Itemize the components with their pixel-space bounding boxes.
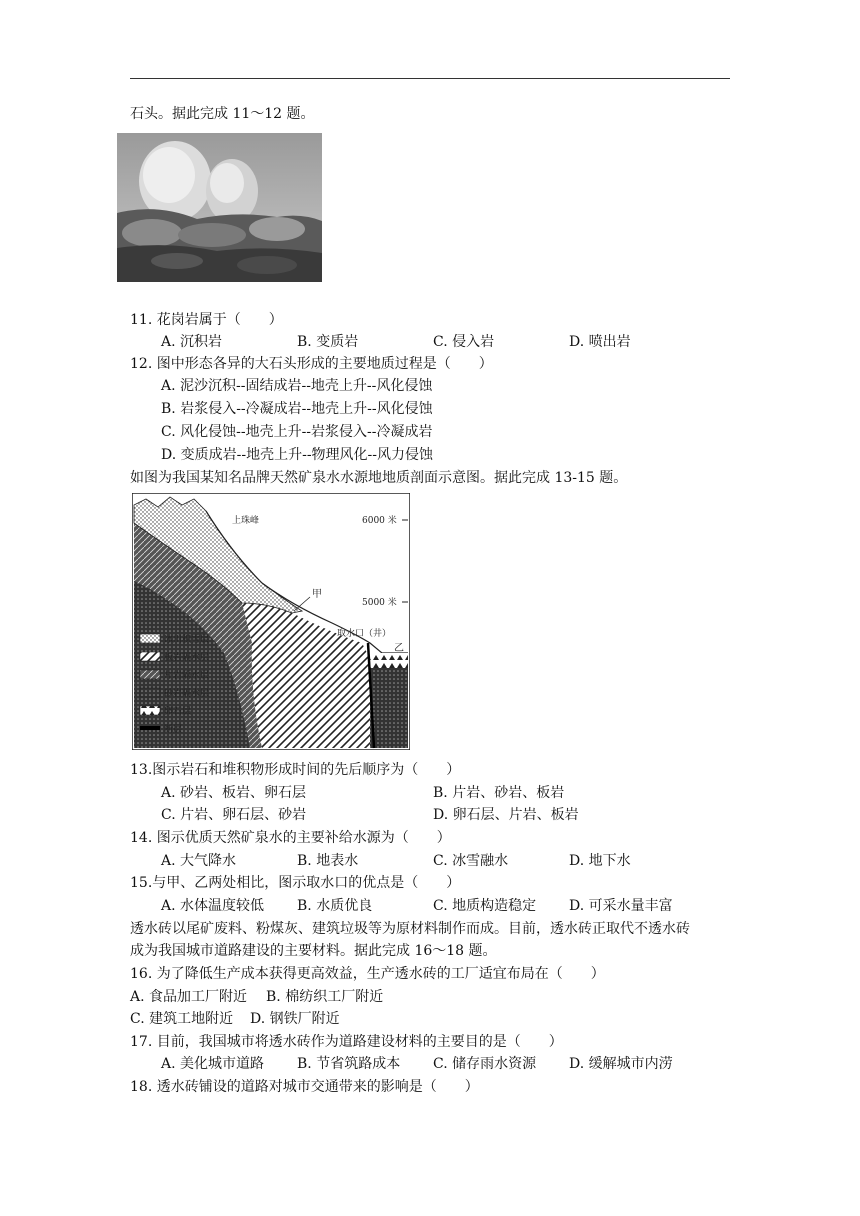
intake-label: 取水口（井） — [337, 629, 392, 639]
intro-text-1: 石头。据此完成 11～12 题。 — [130, 106, 315, 122]
q16-option-b: B. 棉纺织工厂附近 — [266, 989, 384, 1005]
q15-stem: 15.与甲、乙两处相比，图示取水口的优点是（ ） — [130, 875, 461, 891]
point-yi-label: 乙 — [394, 643, 404, 654]
q16-stem: 16. 为了降低生产成本获得更高效益，生产透水砖的工厂适宜布局在（ ） — [130, 966, 605, 982]
q14-option-b: B. 地表水 — [297, 853, 359, 869]
legend-schist: 片岩隔水层 — [164, 671, 210, 681]
q12-stem: 12. 图中形态各异的大石头形成的主要地质过程是（ ） — [130, 356, 493, 372]
q13-option-c: C. 片岩、卵石层、砂岩 — [161, 807, 307, 823]
q15-option-a: A. 水体温度较低 — [161, 898, 265, 914]
q17-option-a: A. 美化城市道路 — [161, 1056, 265, 1072]
elevation-5000-label: 5000 米 — [362, 598, 397, 608]
point-jia-label: 甲 — [312, 589, 322, 600]
legend-glacier: 冰川积雪层 — [164, 635, 210, 645]
q15-option-b: B. 水质优良 — [297, 898, 373, 914]
intro-text-3-line2: 成为我国城市道路建设的主要材料。据此完成 16～18 题。 — [130, 943, 497, 959]
q15-option-c: C. 地质构造稳定 — [433, 898, 537, 914]
q11-option-b: B. 变质岩 — [297, 334, 359, 350]
peak-label: 上珠峰 — [232, 516, 260, 526]
q13-option-b: B. 片岩、砂岩、板岩 — [433, 785, 565, 801]
intro-text-2: 如图为我国某知名品牌天然矿泉水水源地地质剖面示意图。据此完成 13-15 题。 — [130, 470, 628, 486]
q16-option-c: C. 建筑工地附近 — [130, 1011, 234, 1027]
q17-stem: 17. 目前，我国城市将透水砖作为道路建设材料的主要目的是（ ） — [130, 1034, 563, 1050]
q13-stem: 13.图示岩石和堆积物形成时间的先后顺序为（ ） — [130, 762, 461, 778]
q17-option-c: C. 储存雨水资源 — [433, 1056, 537, 1072]
q11-option-a: A. 沉积岩 — [161, 334, 223, 350]
header-rule — [130, 78, 730, 79]
geology-cross-section-diagram — [132, 493, 410, 750]
legend-pebble: 卵石层 — [164, 707, 192, 717]
q14-stem: 14. 图示优质天然矿泉水的主要补给水源为（ ） — [130, 830, 451, 846]
q14-option-c: C. 冰雪融水 — [433, 853, 509, 869]
q12-option-a: A. 泥沙沉积--固结成岩--地壳上升--风化侵蚀 — [161, 378, 433, 394]
granite-boulders-photo — [117, 133, 322, 282]
legend-sandstone: 砂岩隔水层 — [164, 689, 210, 699]
q14-option-a: A. 大气降水 — [161, 853, 237, 869]
q12-option-c: C. 风化侵蚀--地壳上升--岩浆侵入--冷凝成岩 — [161, 424, 433, 440]
q11-option-c: C. 侵入岩 — [433, 334, 495, 350]
q11-stem: 11. 花岗岩属于（ ） — [130, 312, 283, 328]
q15-option-d: D. 可采水量丰富 — [569, 898, 673, 914]
legend-slate: 板岩隔水层 — [164, 653, 210, 663]
q16-option-d: D. 钢铁厂附近 — [250, 1011, 340, 1027]
q16-option-a: A. 食品加工厂附近 — [130, 989, 248, 1005]
q18-stem: 18. 透水砖铺设的道路对城市交通带来的影响是（ ） — [130, 1079, 479, 1095]
q12-option-d: D. 变质成岩--地壳上升--物理风化--风力侵蚀 — [161, 447, 434, 463]
q13-option-d: D. 卵石层、片岩、板岩 — [433, 807, 579, 823]
q12-option-b: B. 岩浆侵入--冷凝成岩--地壳上升--风化侵蚀 — [161, 401, 433, 417]
elevation-6000-label: 6000 米 — [362, 516, 397, 526]
q17-option-b: B. 节省筑路成本 — [297, 1056, 401, 1072]
intro-text-3-line1: 透水砖以尾矿废料、粉煤灰、建筑垃圾等为原材料制作而成。目前，透水砖正取代不透水砖 — [130, 921, 690, 937]
q14-option-d: D. 地下水 — [569, 853, 631, 869]
q13-option-a: A. 砂岩、板岩、卵石层 — [161, 785, 307, 801]
q17-option-d: D. 缓解城市内涝 — [569, 1056, 673, 1072]
legend-fault: 断层 — [164, 725, 183, 735]
q11-option-d: D. 喷出岩 — [569, 334, 631, 350]
